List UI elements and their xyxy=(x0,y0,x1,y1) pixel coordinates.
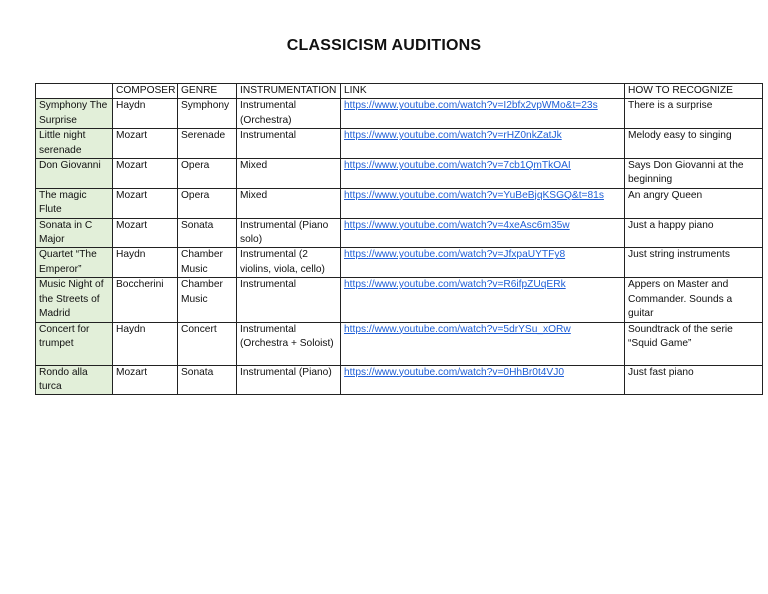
link-cell xyxy=(341,159,625,189)
link-cell xyxy=(341,322,625,365)
genre-cell: Concert xyxy=(178,322,237,365)
youtube-link[interactable]: https://www.youtube.com/watch?v=JfxpaUYTFy8 xyxy=(344,249,566,261)
instrumentation-cell: Instrumental (Orchestra + Soloist) xyxy=(237,322,341,365)
genre-cell: Sonata xyxy=(178,218,237,248)
how-to-recognize-cell: Just string instruments xyxy=(625,248,763,278)
table-row xyxy=(36,322,763,365)
instrumentation-cell: Instrumental (2 violins, viola, cello) xyxy=(237,248,341,278)
composer-cell: Haydn xyxy=(113,322,178,365)
table-row xyxy=(36,129,763,159)
composer-cell: Mozart xyxy=(113,129,178,159)
how-to-recognize-cell: Melody easy to singing xyxy=(625,129,763,159)
table-row xyxy=(36,159,763,189)
how-to-recognize-cell: Appers on Master and Commander. Sounds a guitar xyxy=(625,278,763,322)
auditions-table xyxy=(35,83,763,395)
link-cell xyxy=(341,218,625,248)
header-cell-work xyxy=(36,84,113,99)
youtube-link[interactable]: https://www.youtube.com/watch?v=rHZ0nkZatJk xyxy=(344,130,562,142)
composer-cell: Haydn xyxy=(113,99,178,129)
table-row xyxy=(36,99,763,129)
table-row xyxy=(36,218,763,248)
link-cell xyxy=(341,129,625,159)
header-cell-how-to-recognize: HOW TO RECOGNIZE xyxy=(625,84,763,99)
youtube-link[interactable]: https://www.youtube.com/watch?v=R6ifpZUqERk xyxy=(344,279,566,291)
header-cell-composer: COMPOSER xyxy=(113,84,178,99)
work-cell: Rondo alla turca xyxy=(36,365,113,395)
genre-cell: Chamber Music xyxy=(178,278,237,322)
instrumentation-cell: Instrumental (Piano) xyxy=(237,365,341,395)
composer-cell: Mozart xyxy=(113,218,178,248)
link-cell xyxy=(341,188,625,218)
link-cell xyxy=(341,278,625,322)
how-to-recognize-cell: An angry Queen xyxy=(625,188,763,218)
composer-cell: Mozart xyxy=(113,365,178,395)
table-row xyxy=(36,188,763,218)
work-cell: Music Night of the Streets of Madrid xyxy=(36,278,113,322)
document-title: CLASSICISM AUDITIONS xyxy=(286,37,482,54)
work-cell: Symphony The Surprise xyxy=(36,99,113,129)
genre-cell: Opera xyxy=(178,188,237,218)
youtube-link[interactable]: https://www.youtube.com/watch?v=YuBeBjqKSGQ&t=81s xyxy=(344,189,604,201)
link-cell xyxy=(341,248,625,278)
work-cell: The magic Flute xyxy=(36,188,113,218)
table-body xyxy=(36,84,763,395)
composer-cell: Mozart xyxy=(113,159,178,189)
header-cell-link: LINK xyxy=(341,84,625,99)
table-header-row xyxy=(36,84,763,99)
link-cell xyxy=(341,99,625,129)
genre-cell: Chamber Music xyxy=(178,248,237,278)
genre-cell: Sonata xyxy=(178,365,237,395)
youtube-link[interactable]: https://www.youtube.com/watch?v=7cb1QmTkOAI xyxy=(344,160,571,172)
table-row xyxy=(36,365,763,395)
composer-cell: Mozart xyxy=(113,188,178,218)
youtube-link[interactable]: https://www.youtube.com/watch?v=0HhBr0t4VJ0 xyxy=(344,366,564,378)
instrumentation-cell: Instrumental xyxy=(237,278,341,322)
how-to-recognize-cell: Soundtrack of the serie “Squid Game” xyxy=(625,322,763,365)
link-cell xyxy=(341,365,625,395)
genre-cell: Opera xyxy=(178,159,237,189)
instrumentation-cell: Mixed xyxy=(237,159,341,189)
genre-cell: Serenade xyxy=(178,129,237,159)
work-cell: Quartet “The Emperor” xyxy=(36,248,113,278)
instrumentation-cell: Instrumental xyxy=(237,129,341,159)
youtube-link[interactable]: https://www.youtube.com/watch?v=5drYSu_xORw xyxy=(344,323,571,335)
youtube-link[interactable]: https://www.youtube.com/watch?v=4xeAsc6m35w xyxy=(344,219,570,231)
how-to-recognize-cell: Just a happy piano xyxy=(625,218,763,248)
youtube-link[interactable]: https://www.youtube.com/watch?v=I2bfx2vpWMo&t=23s xyxy=(344,100,598,112)
work-cell: Little night serenade xyxy=(36,129,113,159)
work-cell: Don Giovanni xyxy=(36,159,113,189)
header-cell-genre: GENRE xyxy=(178,84,237,99)
genre-cell: Symphony xyxy=(178,99,237,129)
instrumentation-cell: Instrumental (Orchestra) xyxy=(237,99,341,129)
header-cell-instrumentation: INSTRUMENTATION xyxy=(237,84,341,99)
table-row xyxy=(36,278,763,322)
composer-cell: Boccherini xyxy=(113,278,178,322)
table-row xyxy=(36,248,763,278)
composer-cell: Haydn xyxy=(113,248,178,278)
instrumentation-cell: Mixed xyxy=(237,188,341,218)
how-to-recognize-cell: Just fast piano xyxy=(625,365,763,395)
how-to-recognize-cell: There is a surprise xyxy=(625,99,763,129)
how-to-recognize-cell: Says Don Giovanni at the beginning xyxy=(625,159,763,189)
work-cell: Sonata in C Major xyxy=(36,218,113,248)
work-cell: Concert for trumpet xyxy=(36,322,113,365)
instrumentation-cell: Instrumental (Piano solo) xyxy=(237,218,341,248)
